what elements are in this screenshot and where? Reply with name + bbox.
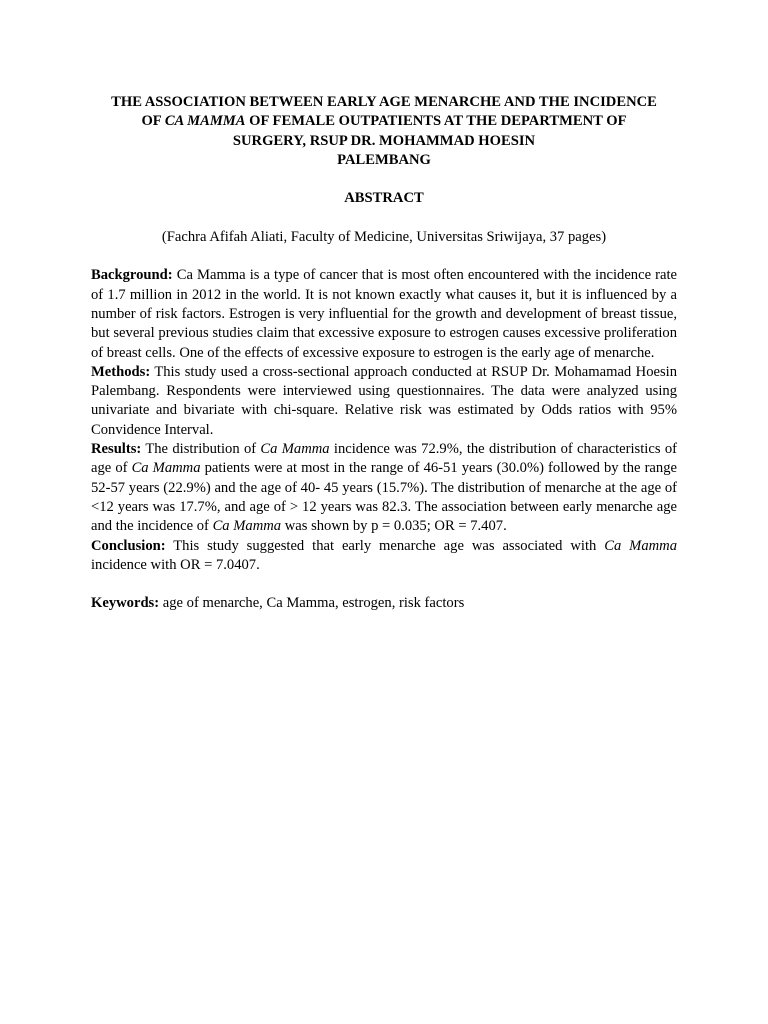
results-text-2: incidence was 72.9%, the distribution of characteristics of age of (91, 441, 677, 477)
results-text-4: was shown by p = 0.035; OR = 7.407. (281, 518, 507, 535)
conclusion-text-1: This study suggested that early menarche age was associated with (165, 537, 605, 554)
keywords-label: Keywords: (91, 595, 160, 612)
background-paragraph (91, 266, 677, 362)
results-italic-1: Ca Mamma (260, 441, 330, 458)
title-line-3: SURGERY, RSUP DR. MOHAMMAD HOESIN (232, 132, 536, 149)
results-paragraph (91, 440, 677, 536)
title-line-2-end: OF FEMALE OUTPATIENTS AT THE DEPARTMENT OF (245, 113, 627, 130)
methods-paragraph (91, 363, 677, 440)
results-text-3: patients were at most in the range of 46-51 years (30.0%) followed by the range 52-57 years (22.9%) and the age of 40- 45 years (15.7%). The distribution of menarche at the age of <12 years was 17.7%, and age of > 12 years was 82.3. The association between early menarche age and the incidence of (91, 460, 677, 535)
title-line-2-start: OF (141, 113, 165, 130)
author-line: (Fachra Afifah Aliati, Faculty of Medicine, Universitas Sriwijaya, 37 pages) (161, 228, 607, 245)
results-italic-3: Ca Mamma (212, 518, 282, 535)
title-line-2 (91, 112, 677, 131)
methods-text: This study used a cross-sectional approach conducted at RSUP Dr. Mohamamad Hoesin Palembang. Respondents were interviewed using questionnaires. The data were analyzed using univariate and bivariate with chi-square. Relative risk was estimated by Odds ratios with 95% Convidence Interval. (91, 363, 677, 438)
methods-label: Methods: (91, 363, 151, 380)
keywords-paragraph (91, 594, 677, 613)
paper-title (91, 93, 677, 170)
conclusion-label: Conclusion: (91, 537, 166, 554)
results-italic-2: Ca Mamma (131, 460, 201, 477)
abstract-page (91, 93, 677, 614)
background-label: Background: (91, 267, 173, 284)
title-italic-term: CA MAMMA (164, 113, 246, 130)
results-label: Results: (91, 441, 142, 458)
conclusion-italic-1: Ca Mamma (604, 537, 677, 554)
title-line-1: THE ASSOCIATION BETWEEN EARLY AGE MENARCHE AND THE INCIDENCE (111, 94, 657, 110)
background-text: Ca Mamma is a type of cancer that is most often encountered with the incidence rate of 1.7 million in 2012 in the world. It is not known exactly what causes it, but it is influenced by a number of risk factors. Estrogen is very influential for the growth and development of breast tissue, but several previous studies claim that excessive exposure to estrogen causes excessive proliferation of breast cells. One of the effects of excessive exposure to estrogen is the early age of menarche. (91, 267, 677, 361)
conclusion-paragraph (91, 537, 677, 576)
title-line-4: PALEMBANG (337, 151, 431, 168)
conclusion-text-2: incidence with OR = 7.0407. (91, 556, 260, 573)
keywords-text: age of menarche, Ca Mamma, estrogen, risk factors (159, 595, 465, 612)
results-text-1: The distribution of (141, 441, 261, 458)
abstract-heading: ABSTRACT (344, 190, 424, 207)
